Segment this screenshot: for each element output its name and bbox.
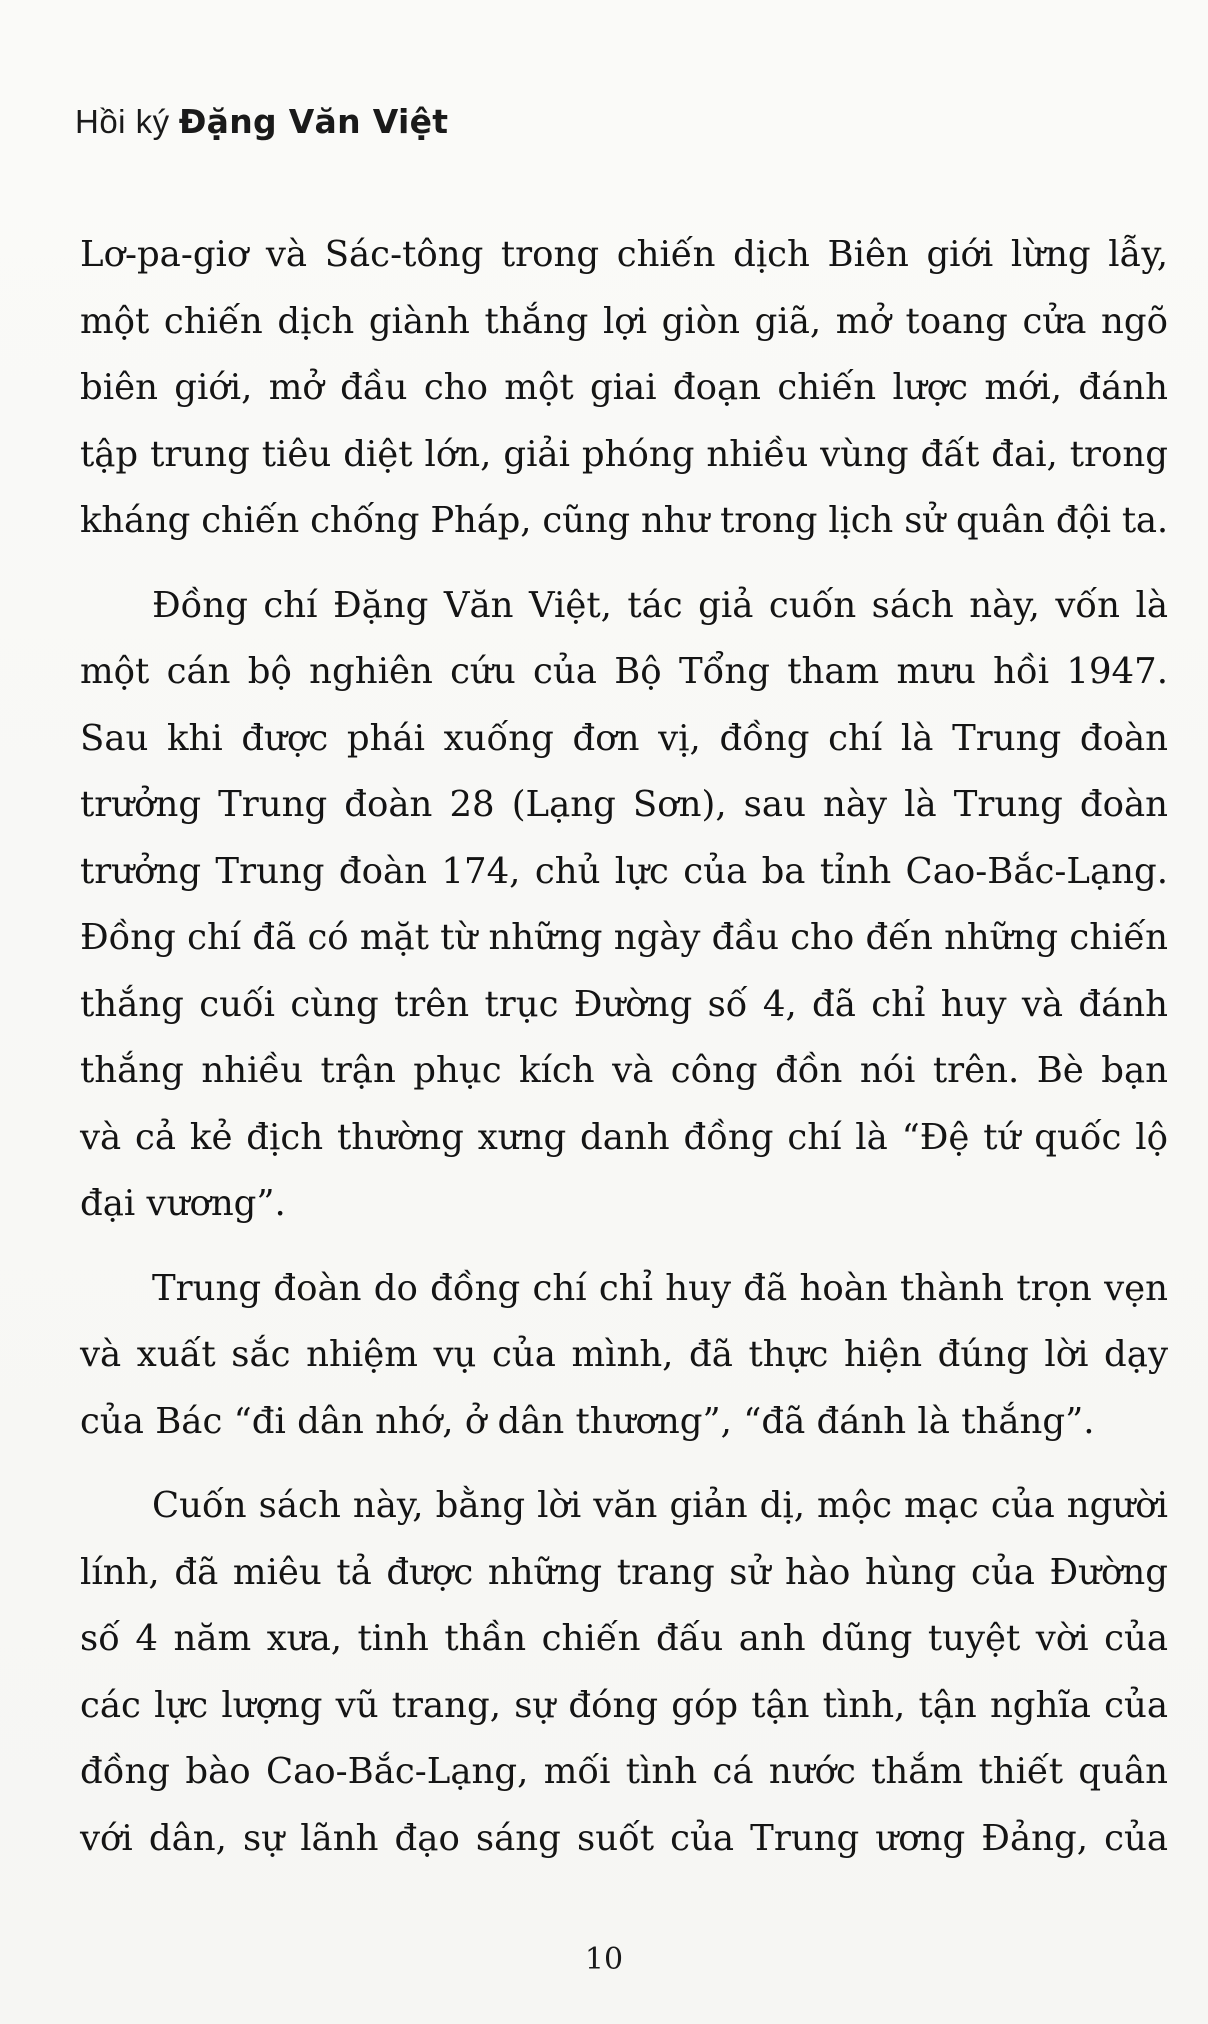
running-header — [75, 102, 448, 152]
header-author-name: Đặng Văn Việt — [178, 102, 449, 141]
text-line: Cuốn sách này, bằng lời văn giản dị, mộc mạc của người — [152, 1485, 1168, 1526]
text-line: Đồng chí Đặng Văn Việt, tác giả cuốn sách này, vốn là — [152, 584, 1168, 626]
text-line: các lực lượng vũ trang, sự đóng góp tận tình, tận nghĩa của — [80, 1684, 1168, 1726]
text-line: của Bác “đi dân nhớ, ở dân thương”, “đã đánh là thắng”. — [80, 1400, 1095, 1442]
paragraph-1 — [80, 222, 1168, 555]
text-line: đại vương”. — [80, 1183, 286, 1224]
body-text — [80, 222, 1168, 1872]
text-line: trưởng Trung đoàn 174, chủ lực của ba tỉnh Cao-Bắc-Lạng. — [80, 850, 1168, 892]
paragraph-3 — [80, 1256, 1168, 1456]
text-line: lính, đã miêu tả được những trang sử hào hùng của Đường — [80, 1551, 1168, 1593]
text-line: đồng bào Cao-Bắc-Lạng, mối tình cá nước thắm thiết quân — [80, 1751, 1168, 1792]
paragraph-4 — [80, 1473, 1168, 1872]
paragraph-2 — [80, 573, 1168, 1238]
text-line: thắng nhiều trận phục kích và công đồn nói trên. Bè bạn — [80, 1050, 1168, 1091]
page-number: 10 — [584, 1942, 624, 1977]
text-line: Trung đoàn do đồng chí chỉ huy đã hoàn thành trọn vẹn — [152, 1267, 1168, 1309]
text-line: tập trung tiêu diệt lớn, giải phóng nhiều vùng đất đai, trong — [80, 433, 1168, 475]
text-line: số 4 năm xưa, tinh thần chiến đấu anh dũng tuyệt vời của — [80, 1618, 1168, 1659]
text-line: Sau khi được phái xuống đơn vị, đồng chí là Trung đoàn — [80, 717, 1168, 759]
header-prefix: Hồi ký — [75, 103, 170, 140]
text-line: một cán bộ nghiên cứu của Bộ Tổng tham mưu hồi 1947. — [80, 651, 1168, 692]
text-line: biên giới, mở đầu cho một giai đoạn chiến lược mới, đánh — [80, 367, 1168, 408]
text-line: thắng cuối cùng trên trục Đường số 4, đã chỉ huy và đánh — [80, 983, 1168, 1025]
text-line: trưởng Trung đoàn 28 (Lạng Sơn), sau này là Trung đoàn — [80, 784, 1168, 825]
text-line: Lơ-pa-giơ và Sác-tông trong chiến dịch Biên giới lừng lẫy, — [80, 234, 1168, 275]
text-line: kháng chiến chống Pháp, cũng như trong lịch sử quân đội ta. — [80, 500, 1168, 541]
text-line: và xuất sắc nhiệm vụ của mình, đã thực hiện đúng lời dạy — [80, 1334, 1168, 1375]
text-line: một chiến dịch giành thắng lợi giòn giã, mở toang cửa ngõ — [80, 300, 1168, 342]
text-line: và cả kẻ địch thường xưng danh đồng chí là “Đệ tứ quốc lộ — [80, 1116, 1168, 1158]
text-line: Đồng chí đã có mặt từ những ngày đầu cho đến những chiến — [80, 917, 1168, 958]
text-line: với dân, sự lãnh đạo sáng suốt của Trung ương Đảng, của — [80, 1817, 1168, 1859]
